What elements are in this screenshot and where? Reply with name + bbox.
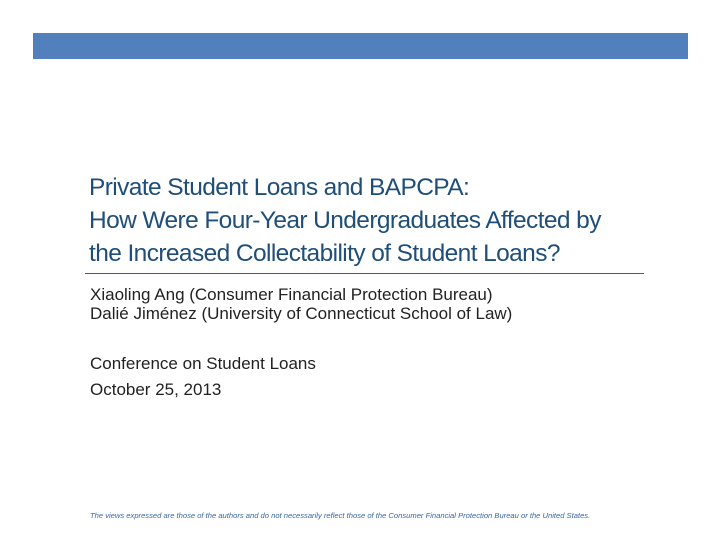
title-divider bbox=[85, 273, 644, 274]
author-1: Xiaoling Ang (Consumer Financial Protection Bureau) bbox=[90, 285, 493, 304]
title-line-3: the Increased Collectability of Student Loans? bbox=[89, 240, 560, 267]
author-list bbox=[90, 285, 650, 323]
event-date: October 25, 2013 bbox=[90, 380, 222, 399]
title-line-1: Private Student Loans and BAPCPA: bbox=[89, 174, 470, 201]
event-info bbox=[90, 351, 650, 403]
event-name: Conference on Student Loans bbox=[90, 354, 316, 373]
disclaimer-footer: The views expressed are those of the authors and do not necessarily reflect those of the Consumer Financial Protection Bureau or the United States. bbox=[90, 511, 591, 520]
title-line-2: How Were Four-Year Undergraduates Affected by bbox=[89, 207, 601, 234]
header-accent-bar bbox=[33, 33, 688, 59]
slide-title bbox=[89, 171, 689, 270]
author-2: Dalié Jiménez (University of Connecticut School of Law) bbox=[90, 304, 513, 323]
